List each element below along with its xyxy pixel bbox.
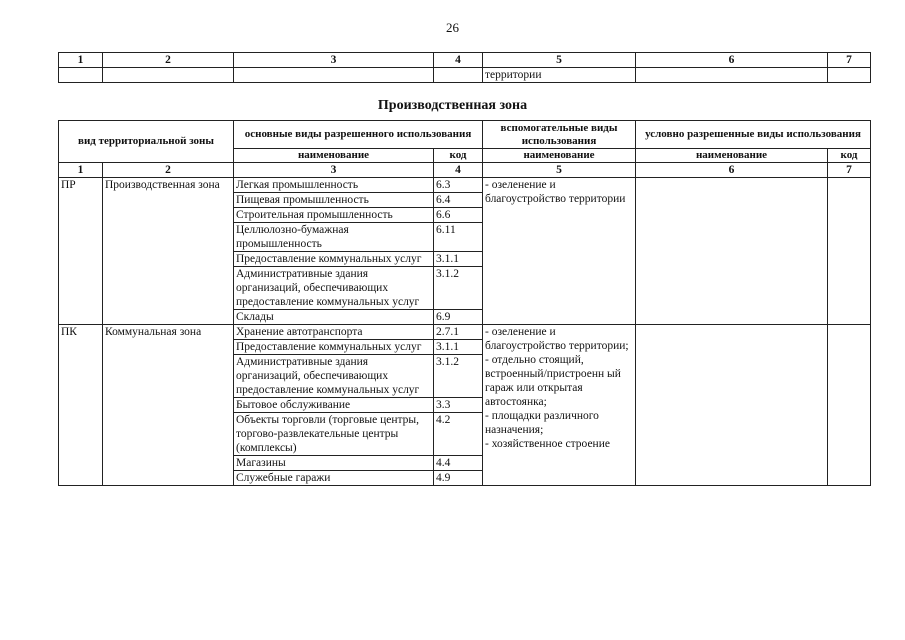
col-number: 5 <box>483 53 636 68</box>
cond-use-code <box>828 178 871 325</box>
col-number: 2 <box>103 163 234 178</box>
name-header: наименование <box>636 149 828 163</box>
table-cell <box>234 68 434 83</box>
use-code: 2.7.1 <box>434 325 483 340</box>
use-code: 3.1.2 <box>434 355 483 398</box>
zone-table <box>58 120 871 486</box>
use-name: Бытовое обслуживание <box>234 398 434 413</box>
use-name: Целлюлозно-бумажная промышленность <box>234 223 434 252</box>
code-header: код <box>434 149 483 163</box>
aux-uses-text: - озеленение и благоустройство территории; - отдельно стоящий, встроенный/пристроенн ый гараж или открытая автостоянка; - площадки различного назначения; - хозяйственное строение <box>483 325 636 486</box>
table-row <box>59 325 871 340</box>
cond-use-name <box>636 325 828 486</box>
col-number: 2 <box>103 53 234 68</box>
col-number: 6 <box>636 53 828 68</box>
col-number: 1 <box>59 53 103 68</box>
use-name: Административные здания организаций, обеспечивающих предоставление коммунальных услуг <box>234 267 434 310</box>
name-header: наименование <box>234 149 434 163</box>
cond-use-code <box>828 325 871 486</box>
use-code: 6.11 <box>434 223 483 252</box>
zone-code: ПР <box>59 178 103 325</box>
col-number: 6 <box>636 163 828 178</box>
use-code: 6.9 <box>434 310 483 325</box>
column-number-row <box>59 163 871 178</box>
use-name: Предоставление коммунальных услуг <box>234 340 434 355</box>
zone-type-header: вид территориальной зоны <box>59 121 234 163</box>
code-header: код <box>828 149 871 163</box>
aux-uses-text: - озеленение и благоустройство территории <box>483 178 636 325</box>
section-title: Производственная зона <box>377 98 528 113</box>
use-code: 3.1.1 <box>434 252 483 267</box>
use-code: 6.4 <box>434 193 483 208</box>
header-row <box>59 121 871 149</box>
use-code: 3.1.2 <box>434 267 483 310</box>
zone-code: ПК <box>59 325 103 486</box>
col-number: 1 <box>59 163 103 178</box>
col-number: 7 <box>828 163 871 178</box>
cond-uses-header: условно разрешенные виды использования <box>636 121 871 149</box>
table-cell <box>828 68 871 83</box>
use-code: 4.2 <box>434 413 483 456</box>
col-number: 4 <box>434 163 483 178</box>
aux-uses-header: вспомогательные виды использования <box>483 121 636 149</box>
table-cell <box>434 68 483 83</box>
use-name: Магазины <box>234 456 434 471</box>
col-number: 4 <box>434 53 483 68</box>
col-number: 3 <box>234 163 434 178</box>
col-number: 5 <box>483 163 636 178</box>
use-name: Объекты торговли (торговые центры, торгово-развлекательные центры (комплексы) <box>234 413 434 456</box>
col-number: 3 <box>234 53 434 68</box>
cond-use-name <box>636 178 828 325</box>
table-row <box>59 68 871 83</box>
use-code: 6.3 <box>434 178 483 193</box>
name-header: наименование <box>483 149 636 163</box>
page-number: 26 <box>446 20 459 35</box>
use-name: Пищевая промышленность <box>234 193 434 208</box>
use-name: Предоставление коммунальных услуг <box>234 252 434 267</box>
table-row <box>59 178 871 193</box>
use-name: Хранение автотранспорта <box>234 325 434 340</box>
table-cell <box>59 68 103 83</box>
column-number-row <box>59 53 871 68</box>
table-cell <box>103 68 234 83</box>
continuation-table <box>58 52 871 83</box>
use-code: 3.3 <box>434 398 483 413</box>
use-name: Склады <box>234 310 434 325</box>
col-number: 7 <box>828 53 871 68</box>
use-name: Служебные гаражи <box>234 471 434 486</box>
main-uses-header: основные виды разрешенного использования <box>234 121 483 149</box>
aux-cell: территории <box>483 68 636 83</box>
use-name: Легкая промышленность <box>234 178 434 193</box>
use-code: 4.4 <box>434 456 483 471</box>
use-code: 3.1.1 <box>434 340 483 355</box>
zone-name: Производственная зона <box>103 178 234 325</box>
use-name: Административные здания организаций, обеспечивающих предоставление коммунальных услуг <box>234 355 434 398</box>
zones-body <box>59 178 871 486</box>
use-code: 6.6 <box>434 208 483 223</box>
use-code: 4.9 <box>434 471 483 486</box>
zone-name: Коммунальная зона <box>103 325 234 486</box>
table-cell <box>636 68 828 83</box>
use-name: Строительная промышленность <box>234 208 434 223</box>
